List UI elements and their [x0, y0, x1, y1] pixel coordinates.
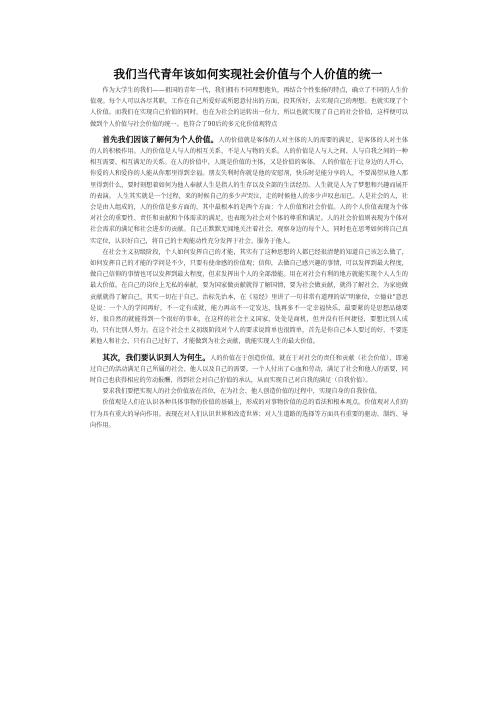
paragraph-text: 作为大学生的我们——祖国的青年一代，我们拥有不同理想抱负，再结合个性张扬的特点，确立了不同的人生价值观。每个人可以各尽其职，工作在自己所爱好或所愿意付出的方面，投其所好，去实现自己的理想。也就实现了个人价值。而我们在实现自己价值的同时，也在为社会的运转出一份力，所以也就实现了自己的社会价值，这样便可以做到个人价值与社会价值的统一。也符合了90后的多元化价值观特点 [90, 87, 408, 128]
document-body [90, 85, 408, 431]
page-title: 我们当代青年该如何实现社会价值与个人价值的统一 [113, 67, 383, 81]
paragraph-personal-value [90, 134, 408, 247]
paragraph-values [90, 397, 408, 431]
paragraph-why-live [90, 352, 408, 387]
paragraph-text: 人的价值就是客体的人对主体的人的需要的满足，是客体的人对主体的人的积极作用。人的价值是人与人的相互关系，不是人与物的关系。人的价值是人与人之间、人与自我之间的一种相互需要、相互满足的关系。在人的价值中，人既是价值的主体，又是价值的客体。 人的价值在于让身边的人开心，你爱的人和爱你的人能从你那里得到幸福。朋友失利时你就是他的安慰剂，快乐时是能分享的人，不要渴望从他人那里得到什么，要时刻想着如何为他人奉献人生是指人的生存以及全部的生活经历。人生就是人为了梦想和兴趣而展开的表演。 人生其实就是一个过程，来的时候自己的多少声哭泣，走的时候他人的多少声叹息而已。人是社会的人，社会是由人组成的，人的价值是多方面的，其中最根本的是两个方面：个人价值和社会价值。人的个人价值表现为个体对社会的重要性、责任和贡献和个体需求的满足，也表现为社会对个体的尊重和满足。人的社会价值则表现为个体对社会需求的满足和社会进步的贡献。自己正默默无闻地关注着社会，观察身边的每个人，同时也在思考如何将自己真实定位，认识好自己，将自己的主观能动性充分发挥于社会、服务于他人。 [90, 136, 409, 245]
paragraph-heading: 其次，我们要认识到人为何生。 [102, 352, 211, 362]
paragraph-intro [90, 85, 408, 130]
paragraph-text: 要求我们要把实现人的社会价值放在首位，在为社会、他人创造价值的过程中，实现自身的自我价值。 [102, 388, 381, 396]
paragraph-socialism-stage [90, 247, 408, 348]
paragraph-requirement [90, 386, 408, 397]
paragraph-text: 价值观是人们在认识各种具体事物的价值的基础上，形成的对事物价值的总的看法和根本观点。价值观对人们的行为具有重大的导向作用。表现在对人们认识世界和改造世界；对人生道路的选择等方面具有重要的驱动、制约、导向作用。 [90, 399, 408, 429]
paragraph-text: 人的价值在于创造价值，就在于对社会的责任和贡献（社会价值），即通过自己的活动满足自己所属的社会、他人以及自己的需要。一个人付出了心血和劳动，满足了社会和他人的需要，同时自己也获得相应的劳动报酬，得到社会对自己价值的承认，从而实现自己对自我的满足（自我价值）。 [90, 354, 409, 385]
paragraph-text: 在社会主义初级阶段，个人如何发挥自己的才能，其实有了这种思想的人都已经很清楚的知道自己该怎么做了，如何发挥自己的才能的学问是不少，只要有使命感的价值观；信仰，去做自己感兴趣的事情，可以发挥到最大程度，做自己信仰的事情也可以发挥到最大程度，但求发挥出个人的全部潜能。用在对社会有利的地方就能实现个人人生的最大价值。在自己的岗位上无私的奉献，要为国家做贡献就得了解国情，要为社会做贡献，就得了解社会，为家庭做贡献就得了解自己，其实一切在于自己，治标先治本，在《易经》里讲了一句非常有道理的话"明象位，立德业"意思是说：一个人的学问再好，不一定有成就，能力再高不一定发达，钱再多不一定幸福快乐，最要紧的是思想品德要好，很自然的就能得到一个很好的事业，在这样的社会主义国家，处处是商机，但并没有任何捷径，要想比别人成功，只有比别人努力。在这个社会主义初级阶段对个人的要求说简单也很简单，首先是你自己本人要过的好，不要连累他人和社会，只有自己过好了，才能做到为社会贡献，就能实现人生的最大价值。 [90, 248, 408, 346]
paragraph-heading: 首先我们因该了解何为个人价值。 [102, 134, 219, 144]
